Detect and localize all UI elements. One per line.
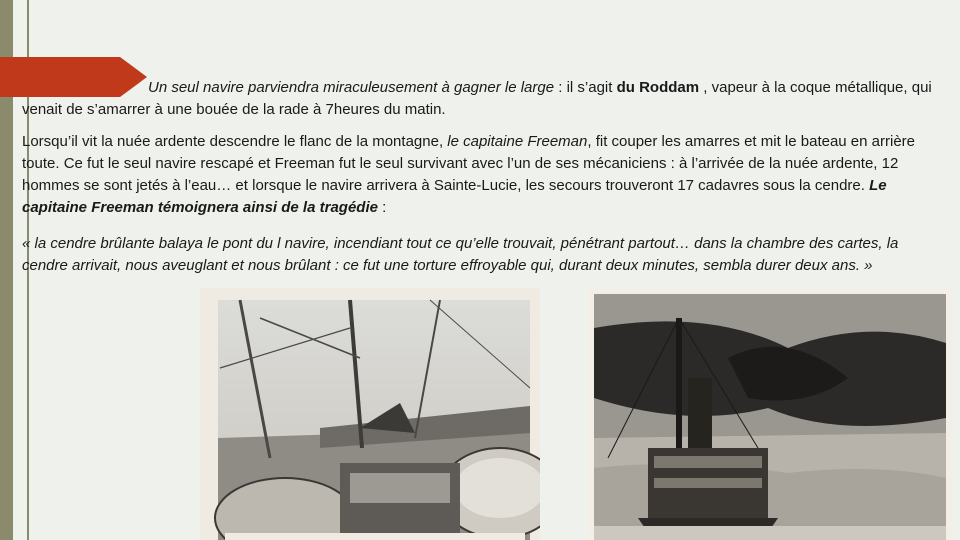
ship-deck-photo [200, 288, 540, 540]
intro-rest: , vapeur à la coque métallique, qui venait de s’amarrer à une bouée de la rade à 7heures du matin. [22, 79, 932, 118]
paragraph-narrative [22, 131, 937, 219]
narrative-end: : [377, 199, 387, 216]
quote-text: « la cendre brûlante balaya le pont du l navire, incendiant tout ce qu’elle trouvait, pénétrant partout… dans la chambre des cartes, la cendre arrivait, nous aveuglant et nous brûlant : ce fut une torture effroyable qui, durant deux minutes, sembla durer deux ans. » [22, 235, 899, 274]
ship-name: du Roddam [616, 79, 700, 96]
ship-deck-illustration [200, 288, 540, 540]
narrative-start: Lorsqu’il vit la nuée ardente descendre le flanc de la montagne, [22, 133, 444, 150]
paragraph-intro [22, 77, 932, 121]
testimony-lead: Le capitaine Freeman témoignera ainsi de la tragédie [22, 177, 887, 216]
burning-ship-illustration [588, 288, 952, 540]
narrative-middle: , fit couper les amarres et mit le bateau en arrière toute. Ce fut le seul navire rescapé et Freeman fut le seul survivant avec l’un de ses mécaniciens : à l’arrivée de la nuée ardente, 12 hommes se sont jetés à l’eau… et lorsque le navire arrivera à Sainte-Lucie, les secours trouveront 17 cadavres sous la cendre. [22, 133, 916, 194]
captain-name: le capitaine Freeman [443, 133, 588, 150]
quote-paragraph [22, 233, 937, 277]
intro-normal: : il s’agit [554, 79, 617, 96]
intro-italic: Un seul navire parviendra miraculeusement à gagner le large [148, 79, 555, 96]
burning-ship-postcard [588, 288, 952, 540]
